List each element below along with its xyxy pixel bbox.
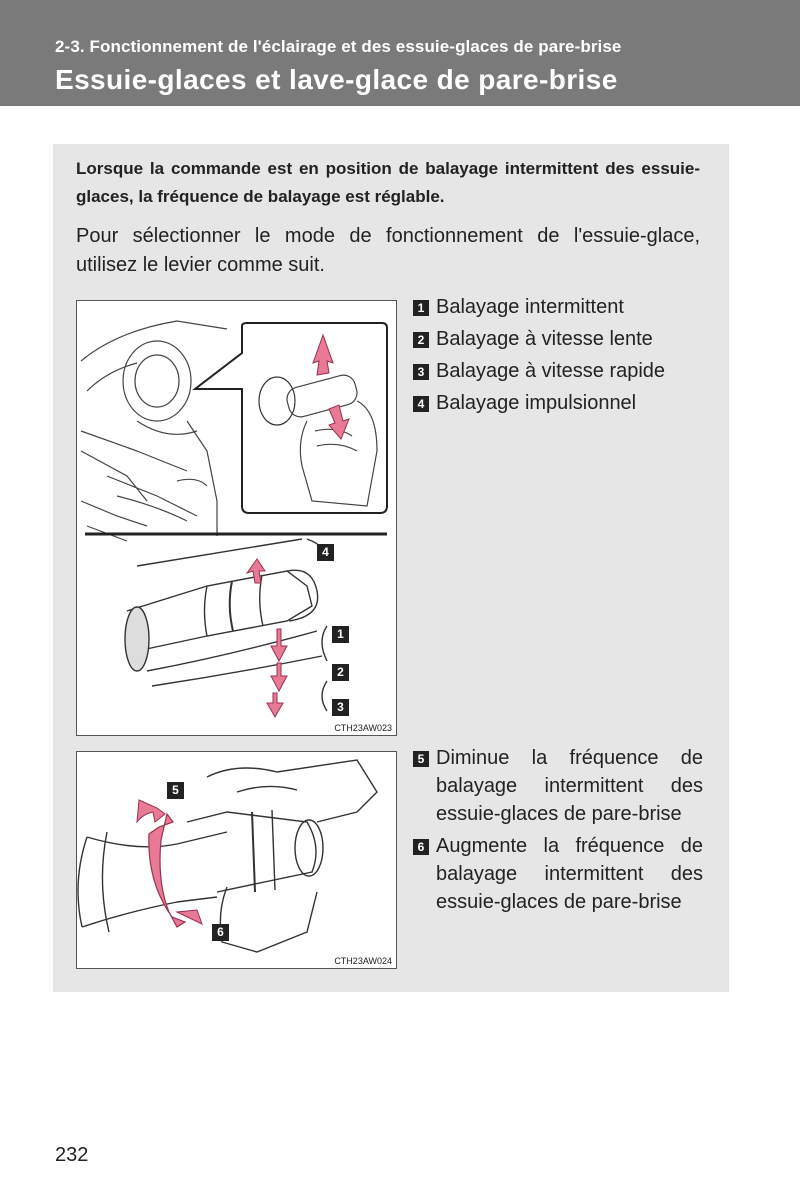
item-number: 4	[413, 396, 429, 412]
legend-wiper-modes	[413, 293, 703, 421]
wiper-lever-illustration	[77, 301, 398, 737]
figure-callout-4: 4	[317, 544, 334, 561]
item-number: 6	[413, 839, 429, 855]
item-text: Augmente la fréquence de balayage intermittent des essuie-glaces de pare-brise	[436, 835, 703, 913]
legend-item	[413, 293, 703, 321]
legend-item	[413, 357, 703, 385]
legend-item	[413, 325, 703, 353]
instruction-text: Pour sélectionner le mode de fonctionnement de l'essuie-glace, utilisez le levier comme suit.	[76, 225, 700, 276]
item-text: Balayage à vitesse rapide	[436, 360, 666, 382]
legend-item	[413, 744, 703, 828]
figure-frequency-ring	[76, 751, 397, 969]
item-text: Balayage intermittent	[436, 296, 624, 318]
figure-code: CTH23AW023	[334, 723, 392, 733]
item-text: Balayage à vitesse lente	[436, 328, 653, 350]
lead-text: Lorsque la commande est en position de balayage intermittent des essuie-glaces, la fréquence de balayage est réglable.	[76, 159, 700, 206]
legend-item	[413, 389, 703, 417]
figure-callout-5: 5	[167, 782, 184, 799]
frequency-ring-illustration	[77, 752, 398, 970]
figure-callout-6: 6	[212, 924, 229, 941]
item-number: 2	[413, 332, 429, 348]
figure-callout-3: 3	[332, 699, 349, 716]
item-number: 3	[413, 364, 429, 380]
section-title: 2-3. Fonctionnement de l'éclairage et des essuie-glaces de pare-brise	[55, 37, 622, 56]
figure-code: CTH23AW024	[334, 956, 392, 966]
item-number: 1	[413, 300, 429, 316]
legend-item	[413, 832, 703, 916]
figure-callout-1: 1	[332, 626, 349, 643]
page-number: 232	[55, 1144, 89, 1166]
item-text: Diminue la fréquence de balayage intermittent des essuie-glaces de pare-brise	[436, 747, 703, 825]
page-header	[0, 0, 800, 106]
legend-frequency	[413, 744, 703, 920]
item-number: 5	[413, 751, 429, 767]
figure-callout-2: 2	[332, 664, 349, 681]
figure-wiper-lever-modes	[76, 300, 397, 736]
item-text: Balayage impulsionnel	[436, 392, 637, 414]
page-title: Essuie-glaces et lave-glace de pare-brise	[55, 64, 618, 95]
